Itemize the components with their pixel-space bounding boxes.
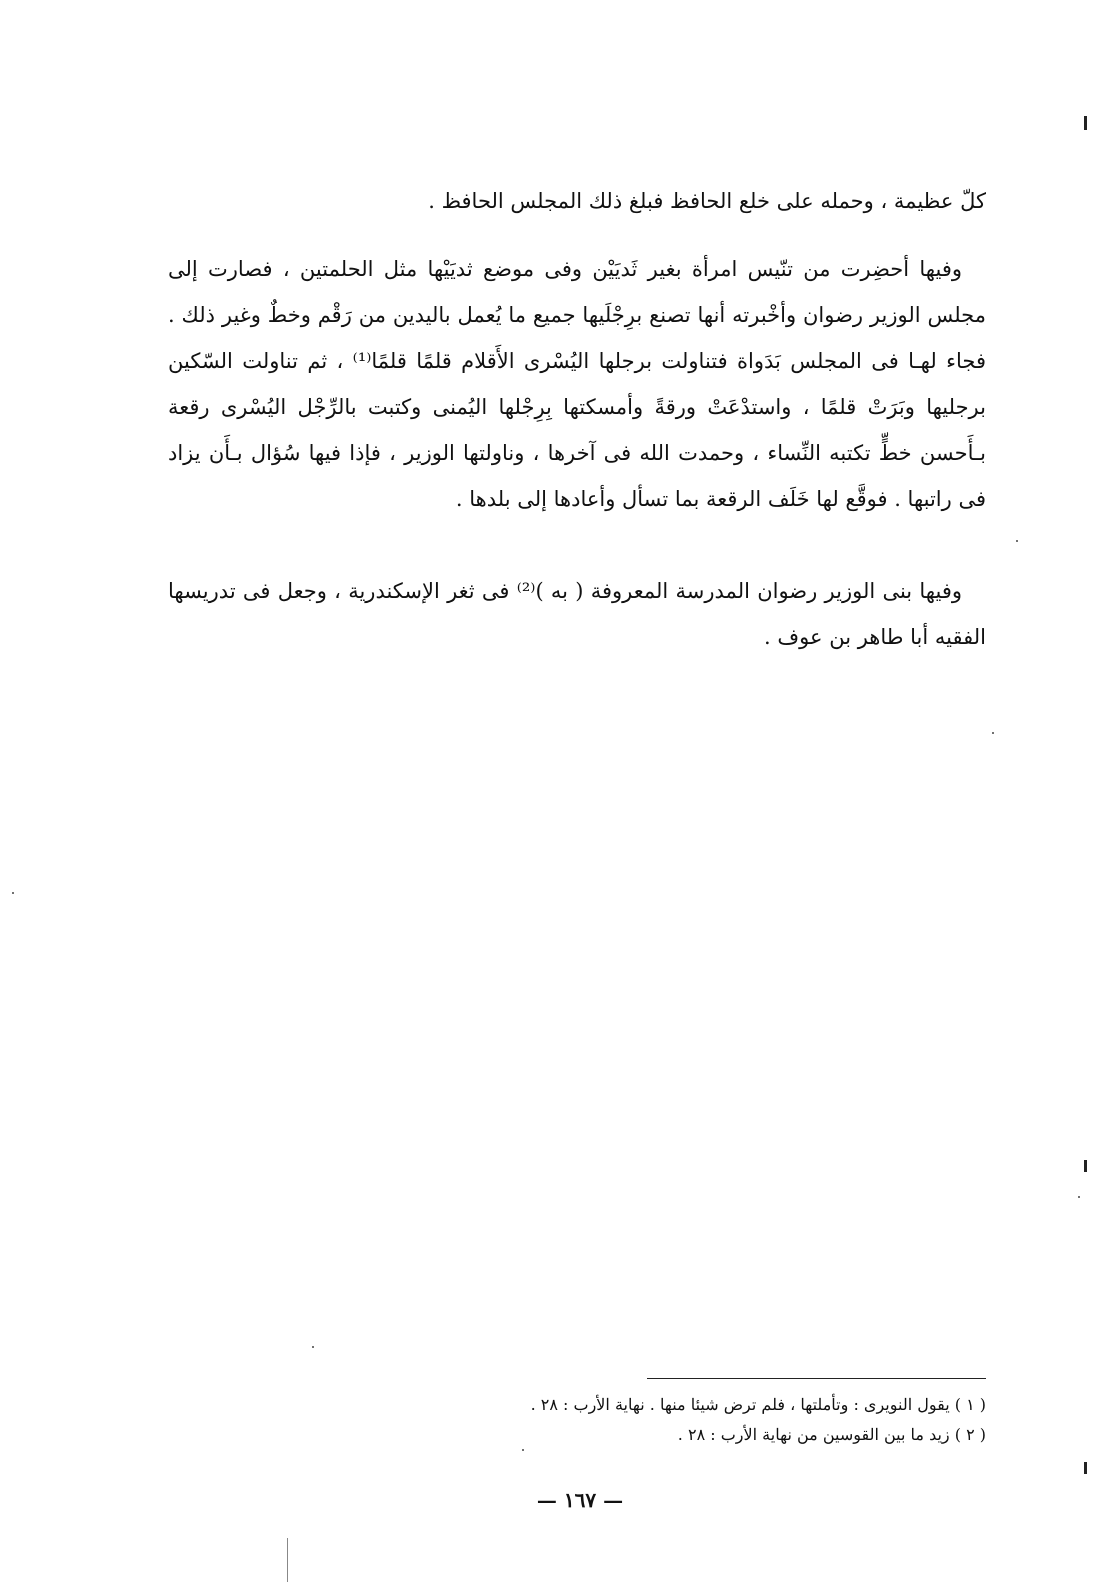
scan-speck bbox=[522, 1449, 524, 1451]
paragraph-block-2 bbox=[168, 246, 986, 522]
paragraph-2: وفيها أحضِرت من تنّيس امرأة بغير ثَديَيْن وفى موضع ثديَيْها مثل الحلمتين ، فصارت إلى مجلس الوزير رضوان وأخْبرته أنها تصنع برِجْلَيها جميع ما يُعمل باليدين من رَقْم وخطٌ وغير ذلك . فجاء لهـا فى المجلس بَدَواة فتناولت برجلها اليُسْرى الأَقلام قلمًا قلمًا⁽¹⁾ ، ثم تناولت السّكين برجليها وبَرَتْ قلمًا ، واستدْعَتْ ورقةً وأمسكتها بِرِجْلها اليُمنى وكتبت بالرِّجْل اليُسْرى رقعة بـأَحسن خطٍّ تكتبه النِّساء ، وحمدت الله فى آخرها ، وناولتها الوزير ، فإذا فيها سُؤال بـأَن يزاد فى راتبها . فوقَّع لها خَلَف الرقعة بما تسأل وأعادها إلى بلدها . bbox=[168, 257, 986, 511]
scan-edge-mark-top-right bbox=[1084, 116, 1087, 130]
paragraph-3: وفيها بنى الوزير رضوان المدرسة المعروفة ( به )⁽²⁾ فى ثغر الإسكندرية ، وجعل فى تدريسها الفقيه أبا طاهر بن عوف . bbox=[168, 579, 986, 649]
paragraph-1: كلّ عظيمة ، وحمله على خلع الحافظ فبلغ ذلك المجلس الحافظ . bbox=[428, 189, 986, 213]
scan-speck bbox=[1016, 540, 1018, 542]
footnote-2: ( ٢ ) زيد ما بين القوسين من نهاية الأرب : ٢٨ . bbox=[677, 1425, 986, 1444]
scan-speck bbox=[12, 892, 14, 894]
scan-speck bbox=[1078, 1196, 1080, 1198]
scan-edge-mark-bottom-right bbox=[1084, 1462, 1087, 1474]
footnotes-section bbox=[400, 1390, 986, 1450]
paragraph-block-1 bbox=[168, 178, 986, 224]
scan-edge-mark-bottom-left bbox=[287, 1538, 288, 1582]
page-number: — ١٦٧ — bbox=[536, 1488, 624, 1512]
scan-speck bbox=[312, 1346, 314, 1348]
footnote-separator-line bbox=[647, 1378, 986, 1379]
paragraph-block-3 bbox=[168, 568, 986, 660]
footnote-1: ( ١ ) يقول النويرى : وتأملتها ، فلم ترض شيئا منها . نهاية الأرب : ٢٨ . bbox=[530, 1395, 986, 1414]
scan-edge-mark-mid-right bbox=[1084, 1160, 1087, 1172]
scan-speck bbox=[992, 732, 994, 734]
